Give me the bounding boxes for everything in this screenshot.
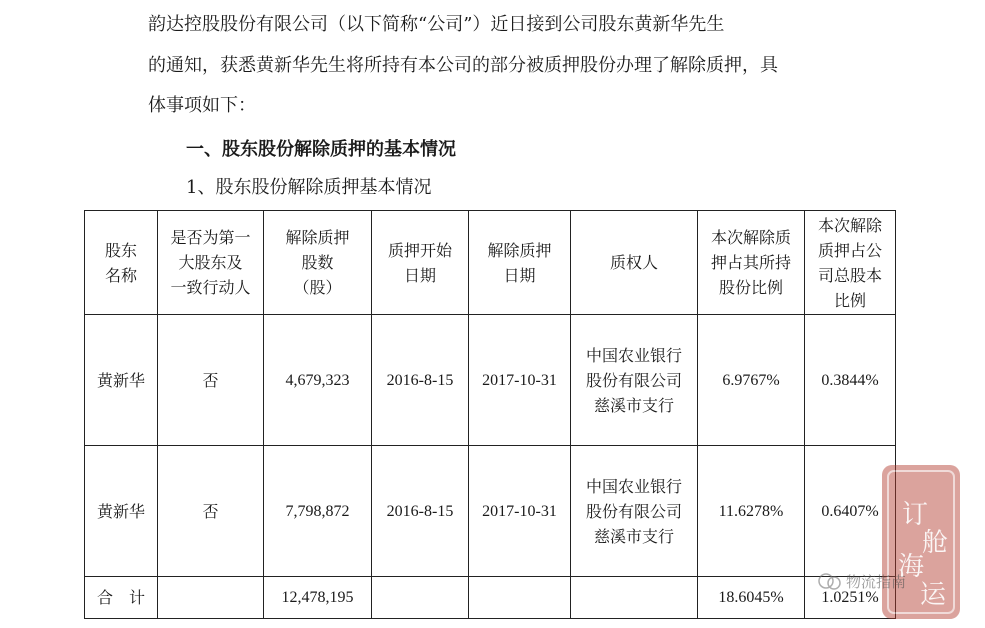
total-pct-own: 18.6045% xyxy=(698,577,805,619)
svg-text:舱: 舱 xyxy=(922,528,949,558)
cell-is-major: 否 xyxy=(158,446,264,577)
cell-release-date: 2017-10-31 xyxy=(469,446,571,577)
intro-line-2: 的通知，获悉黄新华先生将所持有本公司的部分被质押股份办理了解除质押，具 xyxy=(148,55,778,76)
cell-is-major: 否 xyxy=(158,315,264,446)
cell-shares: 4,679,323 xyxy=(264,315,372,446)
header-shareholder-name: 股东 名称 xyxy=(85,211,158,315)
seal-watermark xyxy=(880,463,962,621)
cell-shares: 7,798,872 xyxy=(264,446,372,577)
cell-pct-total: 0.3844% xyxy=(805,315,896,446)
header-released-shares: 解除质押 股数 （股） xyxy=(264,211,372,315)
table-total-row xyxy=(85,577,896,619)
cell-pct-total: 0.6407% xyxy=(805,446,896,577)
section-title: 一、股东股份解除质押的基本情况 xyxy=(186,139,456,160)
cell-start-date: 2016-8-15 xyxy=(372,446,469,577)
total-label: 合 计 xyxy=(85,577,158,619)
table-header-row xyxy=(85,211,896,315)
total-empty-cell xyxy=(372,577,469,619)
cell-pledgee: 中国农业银行 股份有限公司 慈溪市支行 xyxy=(571,315,698,446)
svg-text:物流指南: 物流指南 xyxy=(846,573,907,591)
wechat-badge-watermark xyxy=(814,566,934,596)
svg-text:海: 海 xyxy=(898,552,925,582)
cell-name: 黄新华 xyxy=(85,315,158,446)
cell-start-date: 2016-8-15 xyxy=(372,315,469,446)
header-pct-of-total-shares: 本次解除 质押占公 司总股本 比例 xyxy=(805,211,896,315)
table-row xyxy=(85,315,896,446)
cell-pct-own: 6.9767% xyxy=(698,315,805,446)
intro-line-3: 体事项如下： xyxy=(148,95,256,116)
header-release-date: 解除质押 日期 xyxy=(469,211,571,315)
svg-text:订: 订 xyxy=(902,500,929,530)
intro-line-1: 韵达控股股份有限公司（以下简称“公司”）近日接到公司股东黄新华先生 xyxy=(148,14,725,35)
pledge-release-table xyxy=(84,210,896,619)
cell-pct-own: 11.6278% xyxy=(698,446,805,577)
total-pct-total: 1.0251% xyxy=(805,577,896,619)
total-shares: 12,478,195 xyxy=(264,577,372,619)
total-empty-cell xyxy=(469,577,571,619)
header-pct-of-holdings: 本次解除质 押占其所持 股份比例 xyxy=(698,211,805,315)
cell-release-date: 2017-10-31 xyxy=(469,315,571,446)
table-row xyxy=(85,446,896,577)
svg-text:运: 运 xyxy=(920,580,947,610)
header-is-major-shareholder: 是否为第一 大股东及 一致行动人 xyxy=(158,211,264,315)
subsection-title: 1、股东股份解除质押基本情况 xyxy=(186,177,432,198)
cell-pledgee: 中国农业银行 股份有限公司 慈溪市支行 xyxy=(571,446,698,577)
total-empty-cell xyxy=(158,577,264,619)
header-pledge-start-date: 质押开始 日期 xyxy=(372,211,469,315)
total-empty-cell xyxy=(571,577,698,619)
header-pledgee: 质权人 xyxy=(571,211,698,315)
cell-name: 黄新华 xyxy=(85,446,158,577)
